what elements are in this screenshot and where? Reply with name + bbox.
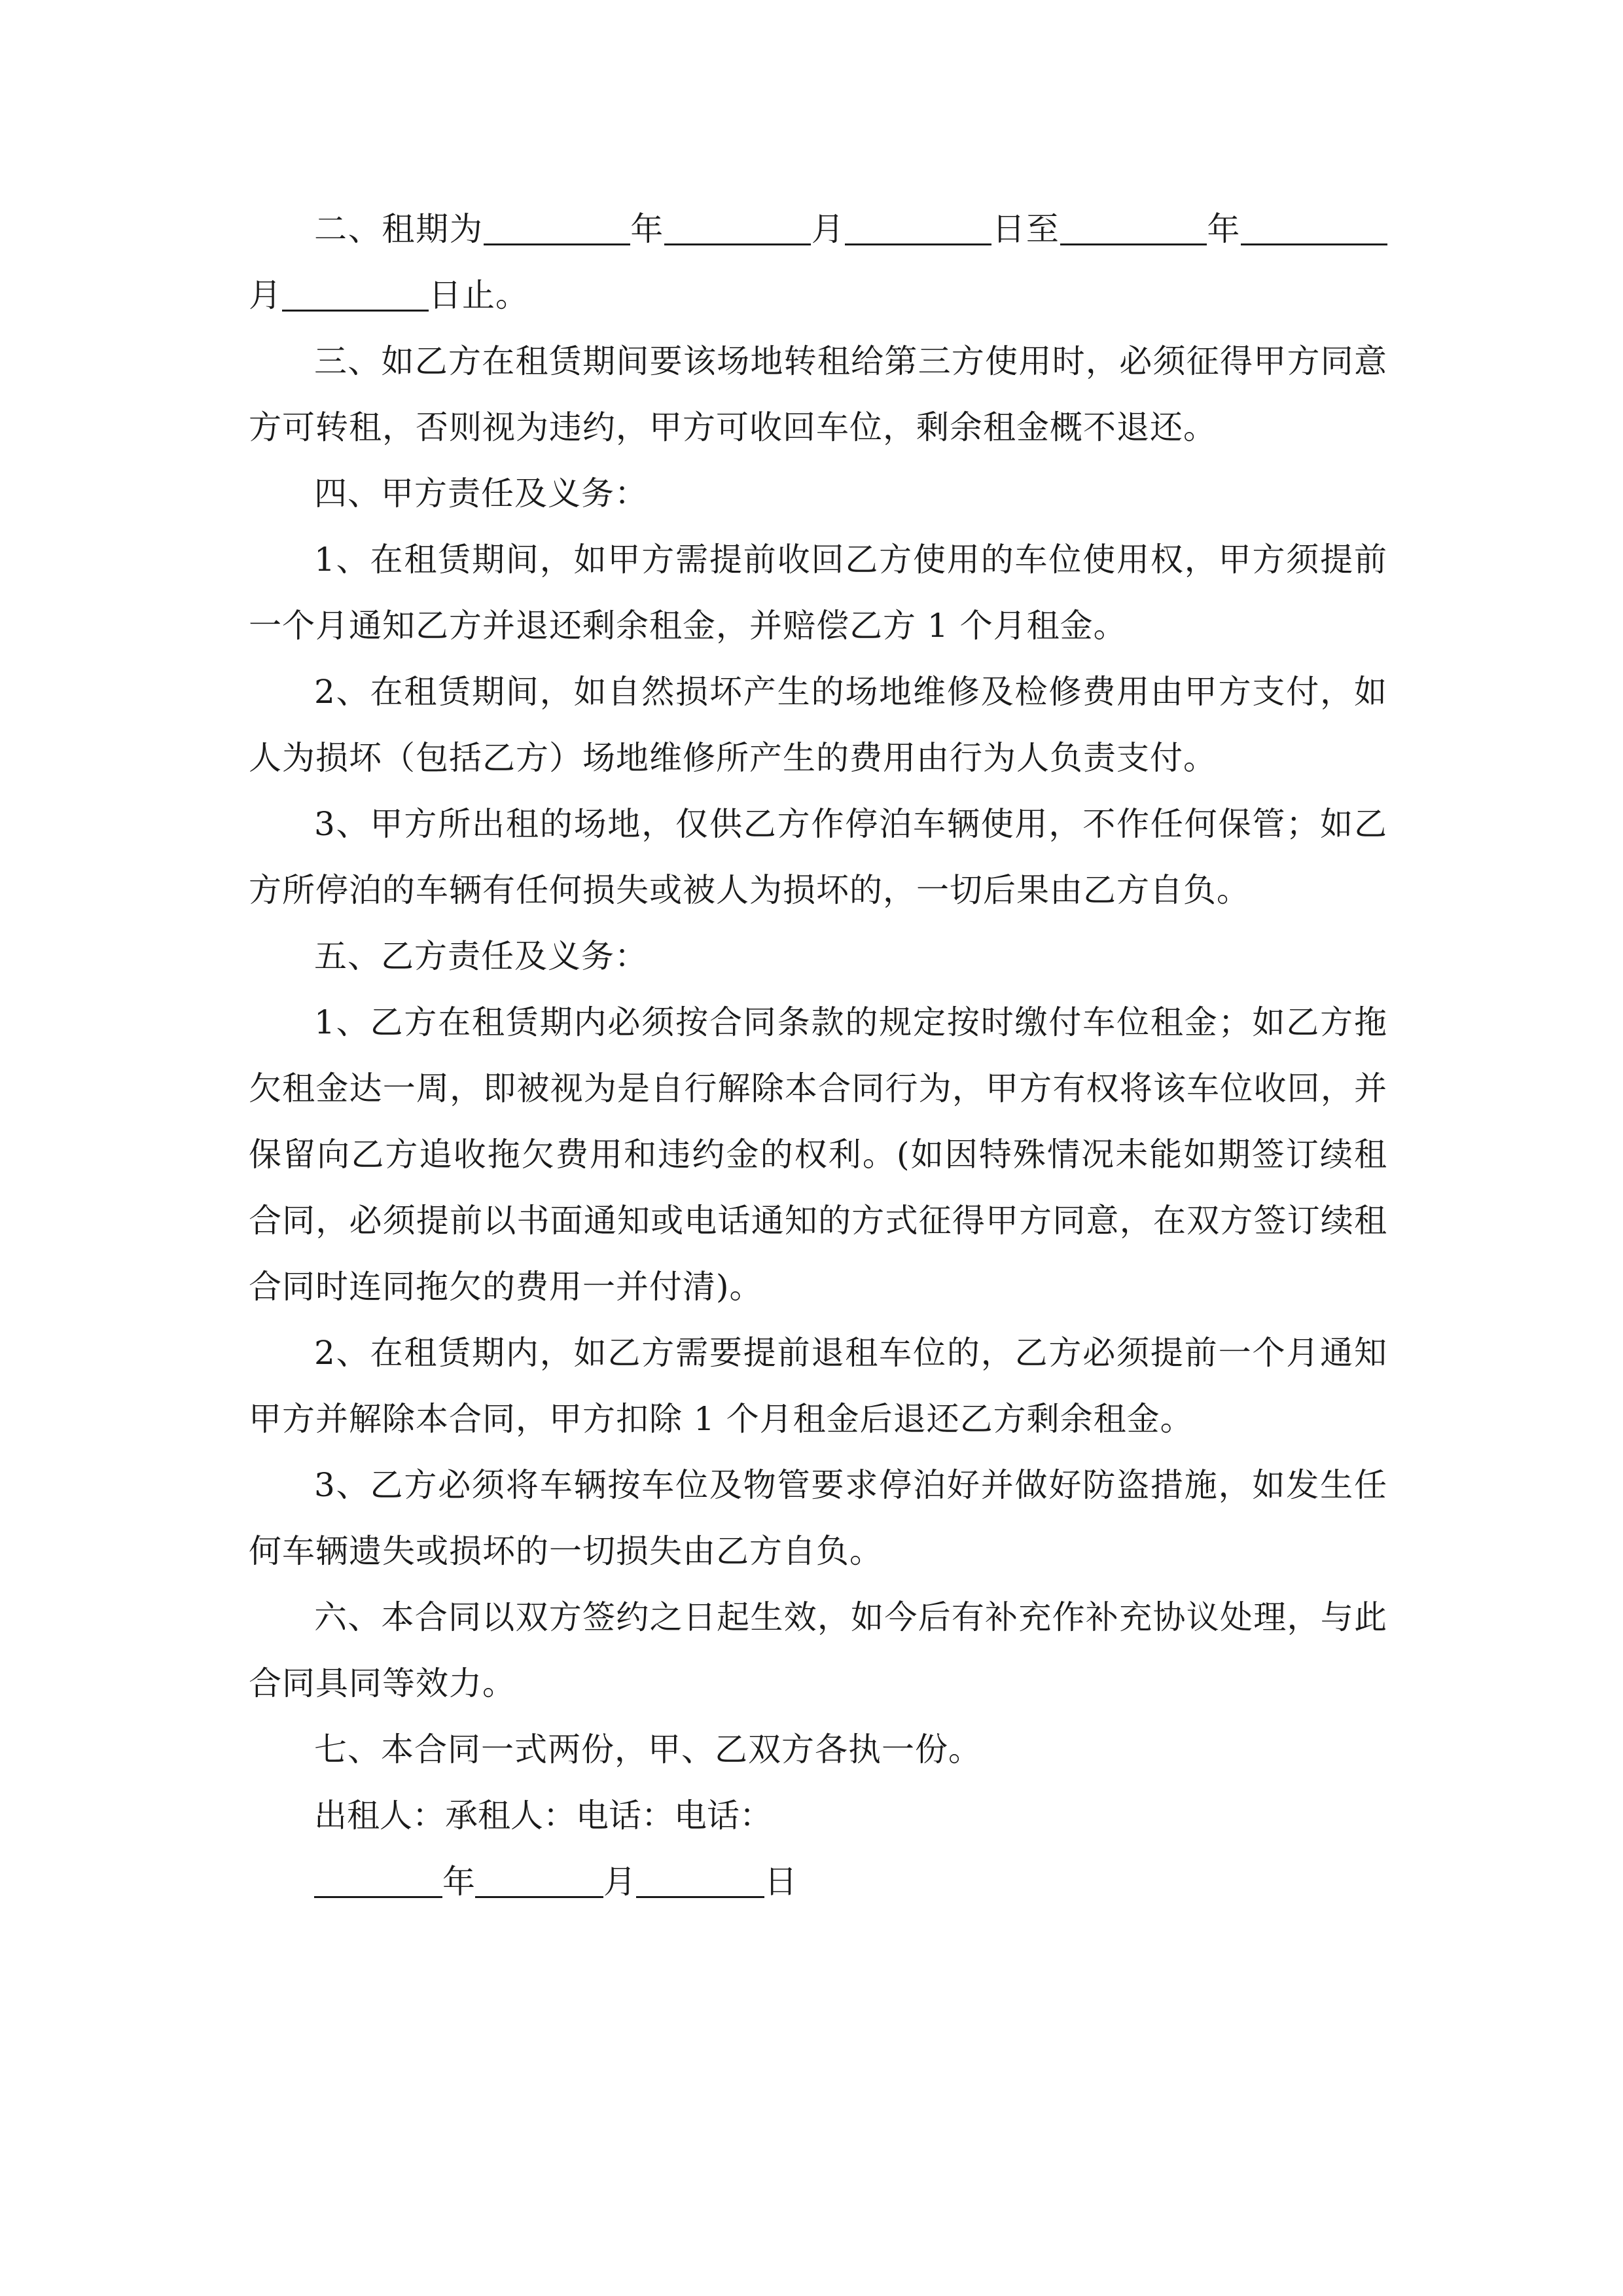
blank-start-month xyxy=(664,209,811,245)
clause-5-item-2: 2、在租赁期内，如乙方需要提前退租车位的，乙方必须提前一个月通知甲方并解除本合同，甲方扣除 1 个月租金后退还乙方剩余租金。 xyxy=(249,1334,1387,1438)
blank-end-month-a xyxy=(1241,209,1387,245)
clause-3-sublease: 三、如乙方在租赁期间要该场地转租给第三方使用时，必须征得甲方同意方可转租，否则视为违约，甲方可收回车位，剩余租金概不退还。 xyxy=(249,342,1387,446)
date-line xyxy=(249,1849,1387,1915)
blank-start-day xyxy=(845,209,991,245)
clause-7-copies: 七、本合同一式两份，甲、乙双方各执一份。 xyxy=(314,1731,982,1768)
clause-4-item-3: 3、甲方所出租的场地，仅供乙方作停泊车辆使用，不作任何保管；如乙方所停泊的车辆有任何损失或被人为损坏的，一切后果由乙方自负。 xyxy=(249,805,1387,909)
blank-end-day xyxy=(282,276,429,312)
clause-2-month1: 月 xyxy=(811,210,846,248)
blank-sign-month xyxy=(475,1862,603,1898)
clause-5-heading: 五、乙方责任及义务： xyxy=(314,937,648,975)
blank-end-year xyxy=(1060,209,1207,245)
clause-2-lease-term xyxy=(249,196,1387,329)
clause-5-item-3: 3、乙方必须将车辆按车位及物管要求停泊好并做好防盗措施，如发生任何车辆遗失或损坏的一切损失由乙方自负。 xyxy=(249,1466,1387,1570)
contract-page xyxy=(249,196,1387,1915)
clause-2-year1: 年 xyxy=(630,210,665,248)
clause-2-prefix: 二、租期为 xyxy=(314,210,484,248)
blank-sign-day xyxy=(636,1862,764,1898)
date-month: 月 xyxy=(603,1863,636,1901)
clause-4-heading: 四、甲方责任及义务： xyxy=(314,475,648,512)
date-day: 日 xyxy=(764,1863,797,1901)
clause-2-month2: 月 xyxy=(249,276,282,314)
blank-sign-year xyxy=(314,1862,442,1898)
clause-2-day1: 日至 xyxy=(991,210,1060,248)
date-year: 年 xyxy=(442,1863,475,1901)
clause-6-effective: 六、本合同以双方签约之日起生效，如今后有补充作补充协议处理，与此合同具同等效力。 xyxy=(249,1598,1387,1702)
signature-line: 出租人：承租人：电话：电话： xyxy=(314,1797,772,1835)
clause-2-year2: 年 xyxy=(1206,210,1241,248)
clause-5-item-1: 1、乙方在租赁期内必须按合同条款的规定按时缴付车位租金；如乙方拖欠租金达一周，即被视为是自行解除本合同行为，甲方有权将该车位收回，并保留向乙方追收拖欠费用和违约金的权利。(如因特殊情况未能如期签订续租合同，必须提前以书面通知或电话通知的方式征得甲方同意，在双方签订续租合同时连同拖欠的费用一并付清)。 xyxy=(249,1003,1387,1306)
clause-4-item-2: 2、在租赁期间，如自然损坏产生的场地维修及检修费用由甲方支付，如人为损坏（包括乙方）场地维修所产生的费用由行为人负责支付。 xyxy=(249,673,1387,777)
clause-2-day2: 日止。 xyxy=(429,276,529,314)
clause-4-item-1: 1、在租赁期间，如甲方需提前收回乙方使用的车位使用权，甲方须提前一个月通知乙方并退还剩余租金，并赔偿乙方 1 个月租金。 xyxy=(249,541,1387,645)
blank-start-year xyxy=(484,209,630,245)
